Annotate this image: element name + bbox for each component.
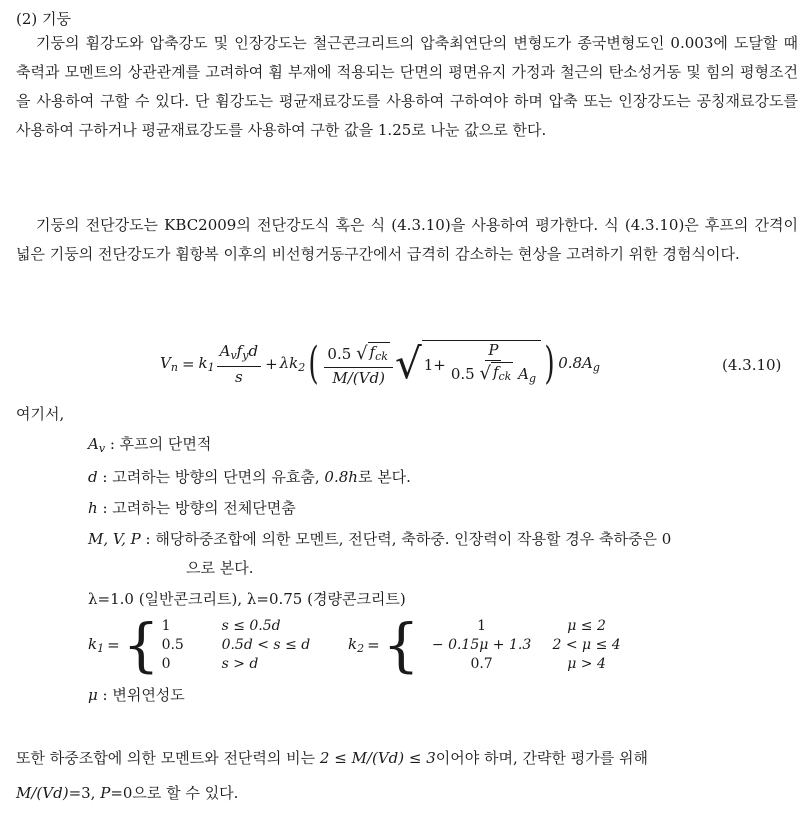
where-label: 여기서, [16, 405, 65, 423]
k1-value-2: 0.5 [161, 636, 184, 653]
k2-value-3: 0.7 [470, 655, 493, 672]
eq-lhs: $V_n$ [160, 354, 178, 374]
k1-cond-3: s > d [221, 655, 259, 672]
paragraph-shear-strength: 기둥의 전단강도는 KBC2009의 전단강도식 혹은 식 (4.3.10)을 사용하여 평가한다. 식 (4.3.10)은 후프의 간격이 넓은 기둥의 전단강도가 휨항복 이후의 비선형거동구간에서 급격히 감소하는 현상을 고려하기 위한 경험식이다. [16, 216, 798, 263]
k1-piecewise: $k_1$ = { 1 s ≤ 0.5d 0.5 0.5d < s ≤ d 0 s > d [88, 616, 332, 674]
eq-term1-fraction: $\frac{A_vf_yd}{s}$ [217, 342, 261, 386]
eq-right-paren: ) [544, 338, 555, 389]
definition-av: $A_v$ : 후프의 단면적 [88, 435, 212, 455]
eq-k1: $k_1$ [198, 354, 215, 374]
eq-tail: $0.8A_g$ [558, 354, 600, 374]
definition-mvp-continued: 으로 본다. [186, 559, 254, 577]
k2-value-1: 1 [477, 617, 487, 634]
eq-sqrt-body: 1+ P 0.5 √ $f_{ck}$ $A_g$ [422, 340, 541, 388]
eq-term2-fraction: 0.5 √ $f_{ck}$ M/(Vd) [324, 342, 393, 387]
eq-equals: = [181, 355, 195, 373]
eq-lambda-k2: $\lambda k_2$ [279, 354, 306, 374]
k1-cond-2: 0.5d < s ≤ d [221, 636, 311, 653]
equation-number: (4.3.10) [722, 356, 782, 374]
definition-lambda: λ=1.0 (일반콘크리트), λ=0.75 (경량콘크리트) [88, 590, 406, 608]
definition-mvp: M, V, P : 해당하중조합에 의한 모멘트, 전단력, 축하중. 인장력이 작용할 경우 축하중은 0 [88, 530, 672, 548]
k2-cond-3: μ > 4 [567, 655, 606, 672]
k2-value-2: − 0.15μ + 1.3 [431, 636, 532, 653]
definition-mu: μ : 변위연성도 [88, 686, 185, 704]
k2-piecewise: $k_2$ = { 1 μ ≤ 2 − 0.15μ + 1.3 2 < μ ≤ 4 0.7 μ > 4 [348, 616, 632, 674]
definition-h: h : 고려하는 방향의 전체단면춤 [88, 499, 296, 517]
paragraph-flexural-strength: 기둥의 휨강도와 압축강도 및 인장강도는 철근콘크리트의 압축최연단의 변형도가 종국변형도인 0.003에 도달할 때 축력과 모멘트의 상관관계를 고려하여 휨 부재에 적용되는 단면의 평면유지 가정과 철근의 탄소성거동 및 힘의 평형조건을 사용하여 구할 수 있다. 단 휨강도는 평균재료강도를 사용하여 구하여야 하며 압축 또는 인장강도는 공칭재료강도를 사용하여 구하거나 평균재료강도를 사용하여 구한 값을 1.25로 나눈 값으로 한다. [16, 34, 798, 139]
k1-cond-1: s ≤ 0.5d [221, 617, 281, 634]
definition-d: d : 고려하는 방향의 단면의 유효춤, 0.8h로 본다. [88, 468, 411, 486]
section-heading: (2) 기둥 [16, 10, 71, 28]
eq-left-paren: ( [308, 338, 319, 389]
k1-value-3: 0 [161, 655, 171, 672]
k1-value-1: 1 [161, 617, 171, 634]
final-line-1: 또한 하중조합에 의한 모멘트와 전단력의 비는 2 ≤ M/(Vd) ≤ 3이어야 하며, 간략한 평가를 위해 [16, 749, 648, 767]
k2-cond-1: μ ≤ 2 [567, 617, 606, 634]
equation-4-3-10 [160, 340, 600, 388]
eq-big-sqrt: √ [394, 339, 422, 388]
k2-cond-2: 2 < μ ≤ 4 [552, 636, 621, 653]
final-line-2: M/(Vd)=3, P=0으로 할 수 있다. [16, 784, 239, 802]
eq-plus: + [265, 355, 278, 373]
eq-term3-fraction: P 0.5 √ $f_{ck}$ $A_g$ [450, 341, 537, 385]
